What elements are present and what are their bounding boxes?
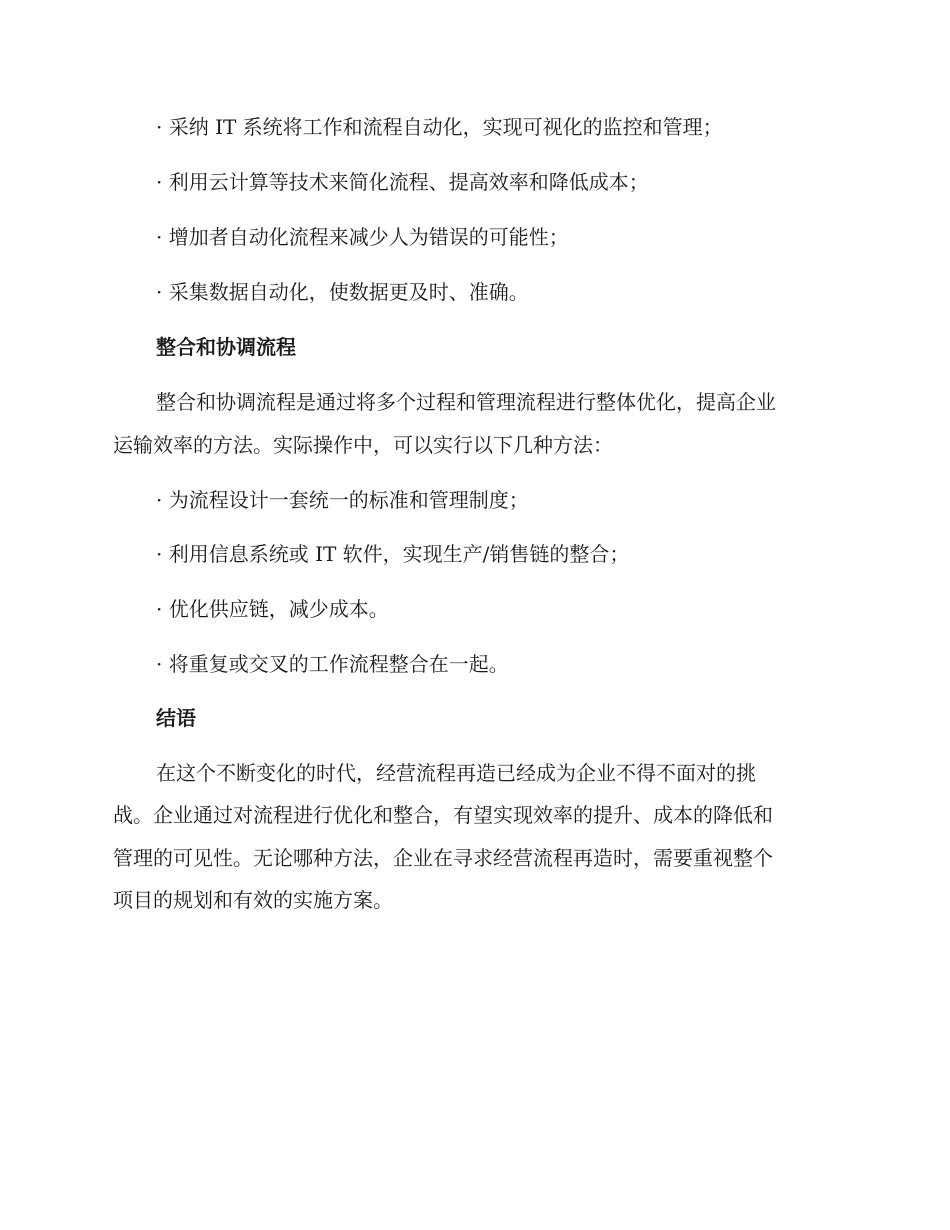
bullet-item: · 采纳 IT 系统将工作和流程自动化，实现可视化的监控和管理； (156, 115, 723, 139)
paragraph-line: 战。企业通过对流程进行优化和整合，有望实现效率的提升、成本的降低和 (113, 803, 773, 827)
bullet-item: · 利用信息系统或 IT 软件，实现生产/销售链的整合； (156, 542, 630, 566)
paragraph-line: 整合和协调流程是通过将多个过程和管理流程进行整体优化，提高企业 (156, 390, 776, 414)
bullet-item: · 增加者自动化流程来减少人为错误的可能性； (156, 225, 569, 249)
bullet-item: · 将重复或交叉的工作流程整合在一起。 (156, 652, 509, 676)
bullet-item: · 为流程设计一套统一的标准和管理制度； (156, 488, 529, 512)
section-heading: 整合和协调流程 (156, 335, 296, 359)
bullet-item: · 优化供应链，减少成本。 (156, 597, 389, 621)
bullet-item: · 采集数据自动化，使数据更及时、准确。 (156, 280, 529, 304)
paragraph-line: 管理的可见性。无论哪种方法，企业在寻求经营流程再造时，需要重视整个 (113, 846, 773, 870)
paragraph-line: 在这个不断变化的时代，经营流程再造已经成为企业不得不面对的挑 (156, 761, 756, 785)
paragraph-line: 项目的规划和有效的实施方案。 (113, 888, 393, 912)
section-heading: 结语 (156, 706, 196, 730)
paragraph-line: 运输效率的方法。实际操作中，可以实行以下几种方法： (113, 433, 613, 457)
bullet-item: · 利用云计算等技术来简化流程、提高效率和降低成本； (156, 170, 649, 194)
